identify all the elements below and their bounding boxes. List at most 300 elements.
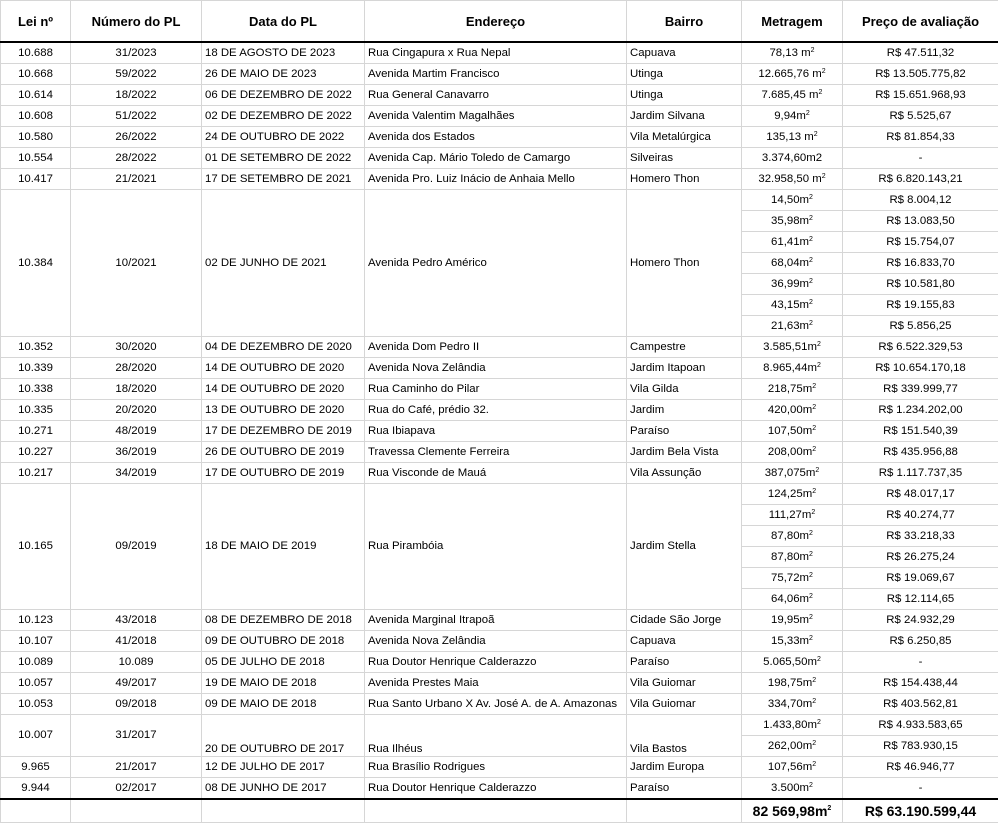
cell-preco: - (843, 778, 998, 800)
cell-preco: - (843, 148, 998, 169)
cell-endereco: Rua Brasílio Rodrigues (365, 757, 627, 778)
cell-numero-pl: 28/2022 (71, 148, 202, 169)
cell-bairro: Silveiras (627, 148, 742, 169)
metragem-value: 3.374,60m2 (761, 151, 823, 164)
table-row (1, 190, 998, 211)
cell-metragem (742, 253, 843, 274)
cell-metragem (742, 148, 843, 169)
cell-lei: 10.123 (1, 610, 71, 631)
cell-data-pl: 01 DE SETEMBRO DE 2022 (202, 148, 365, 169)
cell-endereco: Rua Visconde de Mauá (365, 463, 627, 484)
table-row (1, 610, 998, 631)
cell-numero-pl: 48/2019 (71, 421, 202, 442)
metragem-value: 124,25m (767, 487, 813, 500)
metragem-value: 14,50m (771, 193, 810, 206)
cell-metragem (742, 736, 843, 757)
header-metragem: Metragem (742, 1, 843, 43)
cell-preco: R$ 339.999,77 (843, 379, 998, 400)
cell-preco: R$ 5.525,67 (843, 106, 998, 127)
cell-metragem (742, 652, 843, 673)
cell-data-pl: 09 DE MAIO DE 2018 (202, 694, 365, 715)
cell-bairro: Paraíso (627, 421, 742, 442)
cell-lei: 10.217 (1, 463, 71, 484)
cell-endereco: Rua Doutor Henrique Calderazzo (365, 652, 627, 673)
cell-bairro: Vila Bastos (627, 715, 742, 757)
cell-lei: 10.338 (1, 379, 71, 400)
cell-metragem (742, 85, 843, 106)
cell-numero-pl: 41/2018 (71, 631, 202, 652)
metragem-unit-superscript: 2 (809, 571, 813, 579)
cell-data-pl: 12 DE JULHO DE 2017 (202, 757, 365, 778)
cell-lei: 10.384 (1, 190, 71, 337)
cell-preco: R$ 46.946,77 (843, 757, 998, 778)
cell-metragem (742, 295, 843, 316)
cell-bairro: Jardim Europa (627, 757, 742, 778)
metragem-unit-superscript: 2 (821, 67, 826, 75)
cell-preco: R$ 19.069,67 (843, 568, 998, 589)
cell-metragem (742, 694, 843, 715)
cell-bairro: Homero Thon (627, 169, 742, 190)
cell-data-pl: 04 DE DEZEMBRO DE 2020 (202, 337, 365, 358)
cell-bairro: Vila Guiomar (627, 673, 742, 694)
cell-bairro: Vila Assunção (627, 463, 742, 484)
cell-metragem (742, 610, 843, 631)
cell-metragem (742, 274, 843, 295)
metragem-unit-superscript: 2 (816, 655, 821, 663)
metragem-unit-superscript: 2 (809, 319, 813, 327)
metragem-value: 87,80m (771, 550, 810, 563)
cell-preco: R$ 16.833,70 (843, 253, 998, 274)
cell-metragem (742, 316, 843, 337)
cell-data-pl: 19 DE MAIO DE 2018 (202, 673, 365, 694)
table-body (1, 42, 998, 799)
metragem-value: 68,04m (771, 256, 810, 269)
metragem-unit-superscript: 2 (816, 361, 821, 369)
cell-metragem (742, 127, 843, 148)
table-row (1, 400, 998, 421)
cell-numero-pl: 10.089 (71, 652, 202, 673)
metragem-unit-superscript: 2 (809, 613, 813, 621)
cell-bairro: Jardim Stella (627, 484, 742, 610)
cell-data-pl: 17 DE OUTUBRO DE 2019 (202, 463, 365, 484)
cell-preco: R$ 151.540,39 (843, 421, 998, 442)
metragem-value: 9,94m (774, 109, 806, 122)
metragem-value: 7.685,45 m (761, 88, 819, 101)
cell-data-pl: 20 DE OUTUBRO DE 2017 (202, 715, 365, 757)
cell-preco: R$ 6.250,85 (843, 631, 998, 652)
cell-metragem (742, 64, 843, 85)
metragem-value: 262,00m (767, 739, 813, 752)
cell-data-pl: 08 DE JUNHO DE 2017 (202, 778, 365, 800)
header-data-pl: Data do PL (202, 1, 365, 43)
cell-lei: 10.271 (1, 421, 71, 442)
table-row (1, 379, 998, 400)
metragem-value: 208,00m (767, 445, 813, 458)
metragem-unit-superscript: 2 (810, 46, 815, 54)
cell-endereco: Avenida Prestes Maia (365, 673, 627, 694)
cell-numero-pl: 21/2021 (71, 169, 202, 190)
cell-metragem (742, 190, 843, 211)
cell-numero-pl: 18/2020 (71, 379, 202, 400)
cell-lei: 9.944 (1, 778, 71, 800)
metragem-value: 218,75m (767, 382, 813, 395)
cell-numero-pl: 49/2017 (71, 673, 202, 694)
cell-metragem (742, 715, 843, 736)
cell-metragem (742, 673, 843, 694)
cell-data-pl: 14 DE OUTUBRO DE 2020 (202, 379, 365, 400)
cell-preco: R$ 12.114,65 (843, 589, 998, 610)
cell-endereco: Avenida Nova Zelândia (365, 358, 627, 379)
cell-bairro: Jardim (627, 400, 742, 421)
cell-preco: - (843, 652, 998, 673)
cell-lei: 10.165 (1, 484, 71, 610)
cell-bairro: Jardim Silvana (627, 106, 742, 127)
cell-metragem (742, 589, 843, 610)
cell-endereco: Rua Santo Urbano X Av. José A. de A. Amazonas (365, 694, 627, 715)
table-row (1, 484, 998, 505)
table-row (1, 631, 998, 652)
metragem-unit-superscript: 2 (809, 529, 813, 537)
cell-numero-pl: 43/2018 (71, 610, 202, 631)
metragem-value: 61,41m (771, 235, 810, 248)
metragem-value: 78,13 m (769, 46, 811, 59)
cell-metragem (742, 379, 843, 400)
cell-endereco: Avenida dos Estados (365, 127, 627, 148)
cell-endereco: Avenida Dom Pedro II (365, 337, 627, 358)
table-row (1, 694, 998, 715)
table-row (1, 757, 998, 778)
cell-preco: R$ 15.754,07 (843, 232, 998, 253)
cell-metragem (742, 421, 843, 442)
cell-bairro: Homero Thon (627, 190, 742, 337)
metragem-value: 5.065,50m (763, 655, 817, 668)
cell-data-pl: 26 DE MAIO DE 2023 (202, 64, 365, 85)
cell-bairro: Capuava (627, 42, 742, 64)
table-row (1, 64, 998, 85)
footer-empty (627, 799, 742, 823)
cell-lei: 10.335 (1, 400, 71, 421)
metragem-unit-superscript: 2 (816, 718, 821, 726)
total-preco: R$ 63.190.599,44 (843, 799, 998, 823)
cell-endereco: Avenida Valentim Magalhães (365, 106, 627, 127)
cell-endereco: Rua Pirambóia (365, 484, 627, 610)
cell-metragem (742, 505, 843, 526)
cell-numero-pl: 34/2019 (71, 463, 202, 484)
table-row (1, 337, 998, 358)
metragem-unit-superscript: 2 (812, 382, 817, 390)
cell-data-pl: 06 DE DEZEMBRO DE 2022 (202, 85, 365, 106)
table-row (1, 442, 998, 463)
cell-data-pl: 18 DE MAIO DE 2019 (202, 484, 365, 610)
cell-endereco: Travessa Clemente Ferreira (365, 442, 627, 463)
cell-data-pl: 08 DE DEZEMBRO DE 2018 (202, 610, 365, 631)
table-row (1, 463, 998, 484)
cell-preco: R$ 47.511,32 (843, 42, 998, 64)
cell-numero-pl: 30/2020 (71, 337, 202, 358)
footer-empty (71, 799, 202, 823)
cell-endereco: Rua Doutor Henrique Calderazzo (365, 778, 627, 800)
cell-data-pl: 26 DE OUTUBRO DE 2019 (202, 442, 365, 463)
cell-data-pl: 18 DE AGOSTO DE 2023 (202, 42, 365, 64)
footer-empty (1, 799, 71, 823)
cell-endereco: Avenida Marginal Itrapoã (365, 610, 627, 631)
footer-empty (202, 799, 365, 823)
metragem-value: 12.665,76 m (758, 67, 822, 80)
cell-data-pl: 24 DE OUTUBRO DE 2022 (202, 127, 365, 148)
metragem-value: 64,06m (771, 592, 810, 605)
cell-numero-pl: 09/2018 (71, 694, 202, 715)
cell-preco: R$ 435.956,88 (843, 442, 998, 463)
cell-lei: 10.352 (1, 337, 71, 358)
metragem-unit-superscript: 2 (809, 256, 813, 264)
cell-preco: R$ 48.017,17 (843, 484, 998, 505)
cell-metragem (742, 463, 843, 484)
table-row (1, 148, 998, 169)
cell-lei: 10.007 (1, 715, 71, 757)
cell-metragem (742, 400, 843, 421)
cell-numero-pl: 10/2021 (71, 190, 202, 337)
metragem-unit-superscript: 2 (805, 109, 810, 117)
cell-bairro: Jardim Itapoan (627, 358, 742, 379)
cell-preco: R$ 403.562,81 (843, 694, 998, 715)
cell-metragem (742, 358, 843, 379)
cell-lei: 10.089 (1, 652, 71, 673)
metragem-unit-superscript: 2 (809, 634, 813, 642)
table-row (1, 106, 998, 127)
cell-metragem (742, 106, 843, 127)
cell-metragem (742, 526, 843, 547)
cell-endereco: Avenida Pedro Américo (365, 190, 627, 337)
metragem-unit-superscript: 2 (812, 403, 817, 411)
metragem-value: 107,50m (767, 424, 813, 437)
cell-bairro: Cidade São Jorge (627, 610, 742, 631)
cell-bairro: Capuava (627, 631, 742, 652)
cell-preco: R$ 13.083,50 (843, 211, 998, 232)
cell-bairro: Paraíso (627, 652, 742, 673)
table-row (1, 715, 998, 736)
cell-bairro: Vila Gilda (627, 379, 742, 400)
table-row (1, 673, 998, 694)
metragem-unit-superscript: 2 (809, 298, 813, 306)
cell-lei: 10.227 (1, 442, 71, 463)
metragem-value: 1.433,80m (763, 718, 817, 731)
cell-metragem (742, 169, 843, 190)
metragem-value: 35,98m (771, 214, 810, 227)
cell-data-pl: 09 DE OUTUBRO DE 2018 (202, 631, 365, 652)
cell-bairro: Jardim Bela Vista (627, 442, 742, 463)
table-footer (1, 799, 998, 823)
metragem-unit-superscript: 2 (812, 445, 817, 453)
cell-preco: R$ 10.654.170,18 (843, 358, 998, 379)
total-metragem: 82 $569,98m^2$ (742, 799, 843, 823)
footer-empty (365, 799, 627, 823)
cell-metragem (742, 547, 843, 568)
metragem-value: 420,00m (767, 403, 813, 416)
cell-data-pl: 14 DE OUTUBRO DE 2020 (202, 358, 365, 379)
cell-metragem (742, 211, 843, 232)
metragem-unit-superscript: 2 (809, 193, 813, 201)
cell-lei: 10.339 (1, 358, 71, 379)
cell-bairro: Paraíso (627, 778, 742, 800)
cell-endereco: Rua Ibiapava (365, 421, 627, 442)
cell-preco: R$ 6.820.143,21 (843, 169, 998, 190)
metragem-value: 111,27m (768, 508, 812, 521)
cell-preco: R$ 19.155,83 (843, 295, 998, 316)
cell-endereco: Rua General Canavarro (365, 85, 627, 106)
cell-lei: 10.053 (1, 694, 71, 715)
cell-lei: 10.608 (1, 106, 71, 127)
table-header (1, 1, 998, 43)
cell-data-pl: 02 DE JUNHO DE 2021 (202, 190, 365, 337)
cell-lei: 10.417 (1, 169, 71, 190)
cell-endereco: Avenida Martim Francisco (365, 64, 627, 85)
cell-preco: R$ 8.004,12 (843, 190, 998, 211)
metragem-unit-superscript: 2 (821, 172, 826, 180)
metragem-unit-superscript: 2 (809, 214, 813, 222)
metragem-unit-superscript: 2 (812, 424, 817, 432)
cell-metragem (742, 337, 843, 358)
metragem-value: 19,95m (771, 613, 810, 626)
metragem-unit-superscript: 2 (815, 466, 820, 474)
cell-lei: 10.554 (1, 148, 71, 169)
table-row (1, 358, 998, 379)
cell-endereco: Rua do Café, prédio 32. (365, 400, 627, 421)
cell-preco: R$ 15.651.968,93 (843, 85, 998, 106)
cell-numero-pl: 28/2020 (71, 358, 202, 379)
cell-numero-pl: 21/2017 (71, 757, 202, 778)
table-row (1, 778, 998, 800)
cell-numero-pl: 31/2023 (71, 42, 202, 64)
cell-preco: R$ 5.856,25 (843, 316, 998, 337)
table-row (1, 42, 998, 64)
cell-preco: R$ 24.932,29 (843, 610, 998, 631)
metragem-unit-superscript: 2 (816, 340, 821, 348)
metragem-unit-superscript: 2 (809, 592, 813, 600)
metragem-value: 8.965,44m (763, 361, 817, 374)
metragem-value: 135,13 m (766, 130, 814, 143)
cell-bairro: Vila Metalúrgica (627, 127, 742, 148)
cell-bairro: Vila Guiomar (627, 694, 742, 715)
table-row (1, 169, 998, 190)
metragem-unit-superscript: 2 (812, 760, 817, 768)
header-bairro: Bairro (627, 1, 742, 43)
cell-endereco: Rua Caminho do Pilar (365, 379, 627, 400)
metragem-value: 198,75m (767, 676, 813, 689)
metragem-unit-superscript: 2 (809, 781, 813, 789)
cell-metragem (742, 778, 843, 800)
metragem-unit-superscript: 2 (812, 739, 817, 747)
cell-preco: R$ 154.438,44 (843, 673, 998, 694)
cell-preco: R$ 4.933.583,65 (843, 715, 998, 736)
cell-numero-pl: 26/2022 (71, 127, 202, 148)
cell-metragem (742, 484, 843, 505)
metragem-unit-superscript: 2 (818, 88, 823, 96)
metragem-value: 75,72m (771, 571, 810, 584)
metragem-value: 3.500m (771, 781, 810, 794)
metragem-unit-superscript: 2 (811, 508, 816, 516)
metragem-value: 107,56m (767, 760, 813, 773)
cell-data-pl: 17 DE SETEMBRO DE 2021 (202, 169, 365, 190)
cell-numero-pl: 51/2022 (71, 106, 202, 127)
cell-data-pl: 02 DE DEZEMBRO DE 2022 (202, 106, 365, 127)
cell-numero-pl: 31/2017 (71, 715, 202, 757)
cell-preco: R$ 10.581,80 (843, 274, 998, 295)
metragem-unit-superscript: 2 (812, 676, 817, 684)
cell-numero-pl: 59/2022 (71, 64, 202, 85)
cell-bairro: Campestre (627, 337, 742, 358)
metragem-value: 334,70m (767, 697, 813, 710)
metragem-value: 87,80m (771, 529, 810, 542)
cell-metragem (742, 631, 843, 652)
table-row (1, 85, 998, 106)
cell-data-pl: 13 DE OUTUBRO DE 2020 (202, 400, 365, 421)
table-row (1, 652, 998, 673)
metragem-unit-superscript: 2 (812, 697, 817, 705)
metragem-value: 32.958,50 m (758, 172, 822, 185)
cell-numero-pl: 36/2019 (71, 442, 202, 463)
cell-preco: R$ 6.522.329,53 (843, 337, 998, 358)
cell-lei: 10.107 (1, 631, 71, 652)
cell-numero-pl: 09/2019 (71, 484, 202, 610)
cell-metragem (742, 42, 843, 64)
cell-metragem (742, 568, 843, 589)
table-row (1, 421, 998, 442)
header-lei: Lei nº (1, 1, 71, 43)
cell-numero-pl: 18/2022 (71, 85, 202, 106)
cell-data-pl: 05 DE JULHO DE 2018 (202, 652, 365, 673)
metragem-unit-superscript: 2 (812, 487, 817, 495)
cell-endereco: Rua Ilhéus (365, 715, 627, 757)
cell-metragem (742, 442, 843, 463)
metragem-value: 36,99m (771, 277, 810, 290)
metragem-unit-superscript: 2 (809, 550, 813, 558)
header-preco: Preço de avaliação (843, 1, 998, 43)
cell-bairro: Utinga (627, 64, 742, 85)
cell-metragem (742, 232, 843, 253)
cell-preco: R$ 1.117.737,35 (843, 463, 998, 484)
cell-preco: R$ 1.234.202,00 (843, 400, 998, 421)
cell-lei: 10.688 (1, 42, 71, 64)
cell-metragem (742, 757, 843, 778)
cell-lei: 9.965 (1, 757, 71, 778)
cell-numero-pl: 02/2017 (71, 778, 202, 800)
metragem-unit-superscript: 2 (813, 130, 818, 138)
cell-lei: 10.614 (1, 85, 71, 106)
metragem-value: 15,33m (771, 634, 810, 647)
cell-preco: R$ 81.854,33 (843, 127, 998, 148)
cell-endereco: Rua Cingapura x Rua Nepal (365, 42, 627, 64)
metragem-value: 387,075m (764, 466, 816, 479)
table-row (1, 127, 998, 148)
metragem-unit-superscript: 2 (809, 277, 813, 285)
metragem-unit-superscript: 2 (809, 235, 813, 243)
cell-endereco: Avenida Cap. Mário Toledo de Camargo (365, 148, 627, 169)
cell-data-pl: 17 DE DEZEMBRO DE 2019 (202, 421, 365, 442)
cell-endereco: Avenida Nova Zelândia (365, 631, 627, 652)
header-numero-pl: Número do PL (71, 1, 202, 43)
metragem-value: 21,63m (771, 319, 810, 332)
cell-preco: R$ 26.275,24 (843, 547, 998, 568)
cell-bairro: Utinga (627, 85, 742, 106)
cell-lei: 10.057 (1, 673, 71, 694)
cell-lei: 10.580 (1, 127, 71, 148)
metragem-value: 3.585,51m (763, 340, 817, 353)
cell-endereco: Avenida Pro. Luiz Inácio de Anhaia Mello (365, 169, 627, 190)
cell-numero-pl: 20/2020 (71, 400, 202, 421)
cell-preco: R$ 783.930,15 (843, 736, 998, 757)
cell-lei: 10.668 (1, 64, 71, 85)
cell-preco: R$ 13.505.775,82 (843, 64, 998, 85)
